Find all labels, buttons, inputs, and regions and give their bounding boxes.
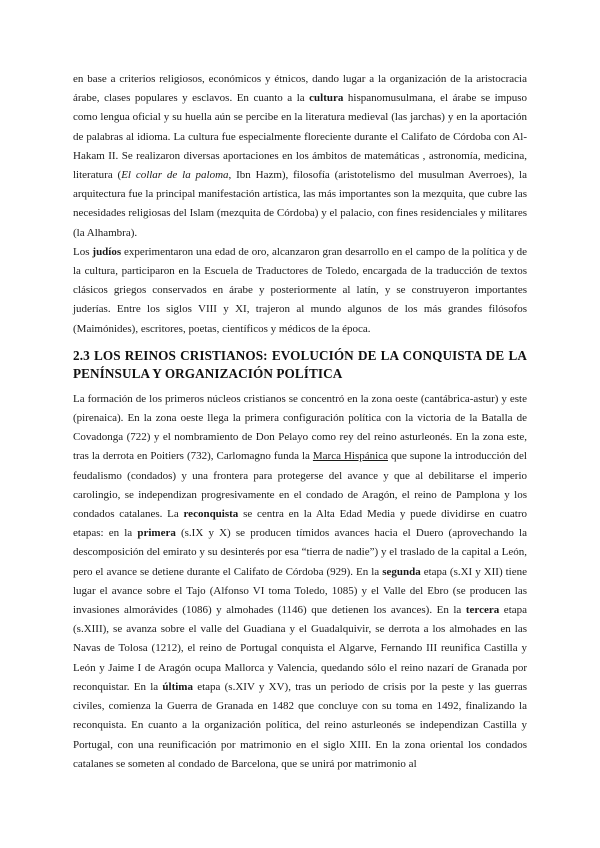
term-primera: primera <box>137 527 176 540</box>
section-heading: 2.3 LOS REINOS CRISTIANOS: EVOLUCIÓN DE LA CONQUISTA DE LA PENÍNSULA Y ORGANIZACIÓN POLÍTICA <box>73 347 527 381</box>
term-reconquista: reconquista <box>183 508 239 521</box>
document-body <box>73 70 527 774</box>
paragraph-christian-kingdoms: La formación de los primeros núcleos cristianos se concentró en la zona oeste (cantábrica-astur) y este (pirenaica). En la zona oeste llega la primera configuración política con la victoria de la Batalla de Covadonga (722) y el nombramiento de Don Pelayo como rey del reino asturleonés. En la zona este, tras la derrota en Poitiers (732), Carlomagno funda la Marca Hispánica que supone la introducción del feudalismo (condados) y una frontera para protegerse del avance y que al debilitarse el imperio carolingio, se independizan progresivamente en el condado de Aragón, el reino de Pamplona y los condados catalanes. La reconquista se centra en la Alta Edad Media y puede dividirse en cuatro etapas: en la primera (s.IX y X) se producen tímidos avances hacia el Duero (aprovechando la descomposición del emirato y su desinterés por esa “tierra de nadie”) y el traslado de la capital a León, pero el avance se detiene durante el Califato de Córdoba (929). En la segunda etapa (s.XI y XII) tiene lugar el avance sobre el Tajo (Alfonso VI toma Toledo, 1085) y el Valle del Ebro (se producen las invasiones almorávides (1086) y almohades (1146) que detienen los avances). En la tercera etapa (s.XIII), se avanza sobre el valle del Guadiana y el Guadalquivir, se derrota a los almohades en las Navas de Tolosa (1212), el reino de Portugal conquista el Algarve, Fernando III reunifica Castilla y León y Jaime I de Aragón ocupa Mallorca y Valencia, quedando sólo el reino nazarí de Granada por reconquistar. En la última etapa (s.XIV y XV), tras un periodo de crisis por la peste y las guerras civiles, comienza la Guerra de Granada en 1482 que concluye con su toma en 1492, finalizando la reconquista. En cuanto a la organización política, del reino asturleonés se independizan Castilla y Portugal, con una reunificación por matrimonio en el siglo XIII. En la zona oriental los condados catalanes se someten al condado de Barcelona, que se unirá por matrimonio al <box>73 392 528 770</box>
paragraph-jews: Los judíos experimentaron una edad de oro, alcanzaron gran desarrollo en el campo de la política y de la cultura, participaron en la Escuela de Traductores de Toledo, encargada de la traducción de textos clásicos griegos conservados en árabe y posteriormente al latín, y se construyeron importantes juderías. Entre los siglos VIII y XI, trajeron al mundo algunos de los más grandes filósofos (Maimónides), escritores, poetas, científicos y médicos de la época. <box>73 245 527 335</box>
term-judios: judíos <box>92 245 122 258</box>
paragraph-culture: en base a criterios religiosos, económicos y étnicos, dando lugar a la organización de la aristocracia árabe, clases populares y esclavos. En cuanto a la cultura hispanomusulmana, el árabe se impuso como lengua oficial y su huella aún se percibe en la literatura medieval (las jarchas) y en la aportación de palabras al idioma. La cultura fue especialmente floreciente durante el Califato de Córdoba con Al-Hakam II. Se realizaron diversas aportaciones en los ámbitos de matemáticas , astronomía, medicina, literatura (El collar de la paloma, Ibn Hazm), filosofía (aristotelismo del musulman Averroes), la arquitectura fue la principal manifestación artística, las más importantes son la mezquita, que cubre las necesidades religiosas del Islam (mezquita de Córdoba) y el palacio, con fines residenciales y militares (la Alhambra). <box>73 73 527 239</box>
term-ultima: última <box>162 680 193 693</box>
term-marca-hispanica: Marca Hispánica <box>312 450 388 463</box>
term-cultura: cultura <box>309 92 344 105</box>
term-segunda: segunda <box>382 565 421 578</box>
term-tercera: tercera <box>465 604 500 617</box>
book-title: El collar de la paloma <box>121 169 229 182</box>
